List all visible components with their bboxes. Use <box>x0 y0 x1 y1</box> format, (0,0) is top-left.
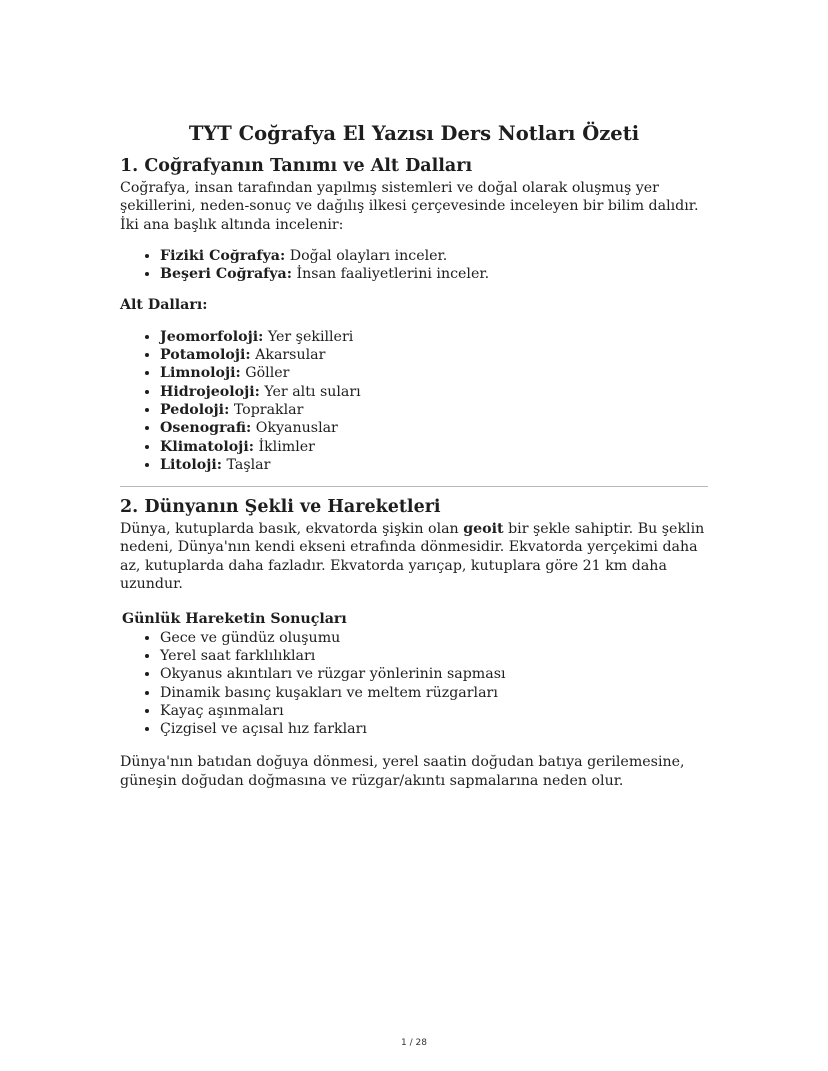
list-item: • Okyanus akıntıları ve rüzgar yönlerinin sapması <box>160 665 708 683</box>
page-number: 1 / 28 <box>401 1038 427 1048</box>
section1-intro: Coğrafya, insan tarafından yapılmış sistemleri ve doğal olarak oluşmuş yer şekillerini, neden-sonuç ve dağılış ilkesi çerçevesinde inceleyen bir bilim dalıdır. İki ana başlık altında incelenir: <box>120 180 699 233</box>
list-item: • Beşeri Coğrafya: İnsan faaliyetlerini inceler. <box>160 265 708 283</box>
list-item: • Fiziki Coğrafya: Doğal olayları inceler. <box>160 247 708 265</box>
main-branches-list <box>120 247 708 284</box>
results-list <box>120 629 708 739</box>
list-item: • Kayaç aşınmaları <box>160 702 708 720</box>
section2-heading: 2. Dünyanın Şekli ve Hareketleri <box>120 497 441 518</box>
section2-intro: Dünya, kutuplarda basık, ekvatorda şişkin olan geoit bir şekle sahiptir. Bu şeklin nedeni, Dünya'nın kendi ekseni etrafında dönmesidir. Ekvatorda yerçekimi daha az, kutuplarda daha fazladır. Ekvatorda yarıçap, kutuplara göre 21 km daha uzundur. <box>120 521 705 593</box>
section1-heading: 1. Coğrafyanın Tanımı ve Alt Dalları <box>120 156 473 176</box>
list-item: • Dinamik basınç kuşakları ve meltem rüzgarları <box>160 684 708 702</box>
list-item: • Jeomorfoloji: Yer şekilleri <box>160 328 708 346</box>
list-item: • Pedoloji: Topraklar <box>160 401 708 419</box>
list-item: • Hidrojeoloji: Yer altı suları <box>160 383 708 401</box>
list-item: • Klimatoloji: İklimler <box>160 438 708 456</box>
list-item: • Limnoloji: Göller <box>160 364 708 382</box>
subbranches-label: Alt Dalları: <box>120 297 208 314</box>
subbranches-list <box>120 328 708 474</box>
list-item: • Gece ve gündüz oluşumu <box>160 629 708 647</box>
list-item: • Litoloji: Taşlar <box>160 456 708 474</box>
document-page <box>120 118 708 790</box>
section2-closing: Dünya'nın batıdan doğuya dönmesi, yerel saatin doğudan batıya gerilemesine, güneşin doğudan doğmasına ve rüzgar/akıntı sapmalarına neden olur. <box>120 754 685 789</box>
list-item: • Çizgisel ve açısal hız farkları <box>160 720 708 738</box>
list-item: • Yerel saat farklılıkları <box>160 647 708 665</box>
document-title: TYT Coğrafya El Yazısı Ders Notları Özeti <box>188 122 640 145</box>
section-divider <box>120 486 708 487</box>
results-heading: Günlük Hareketin Sonuçları <box>122 611 347 628</box>
list-item: • Potamoloji: Akarsular <box>160 346 708 364</box>
list-item: • Osenografi: Okyanuslar <box>160 419 708 437</box>
